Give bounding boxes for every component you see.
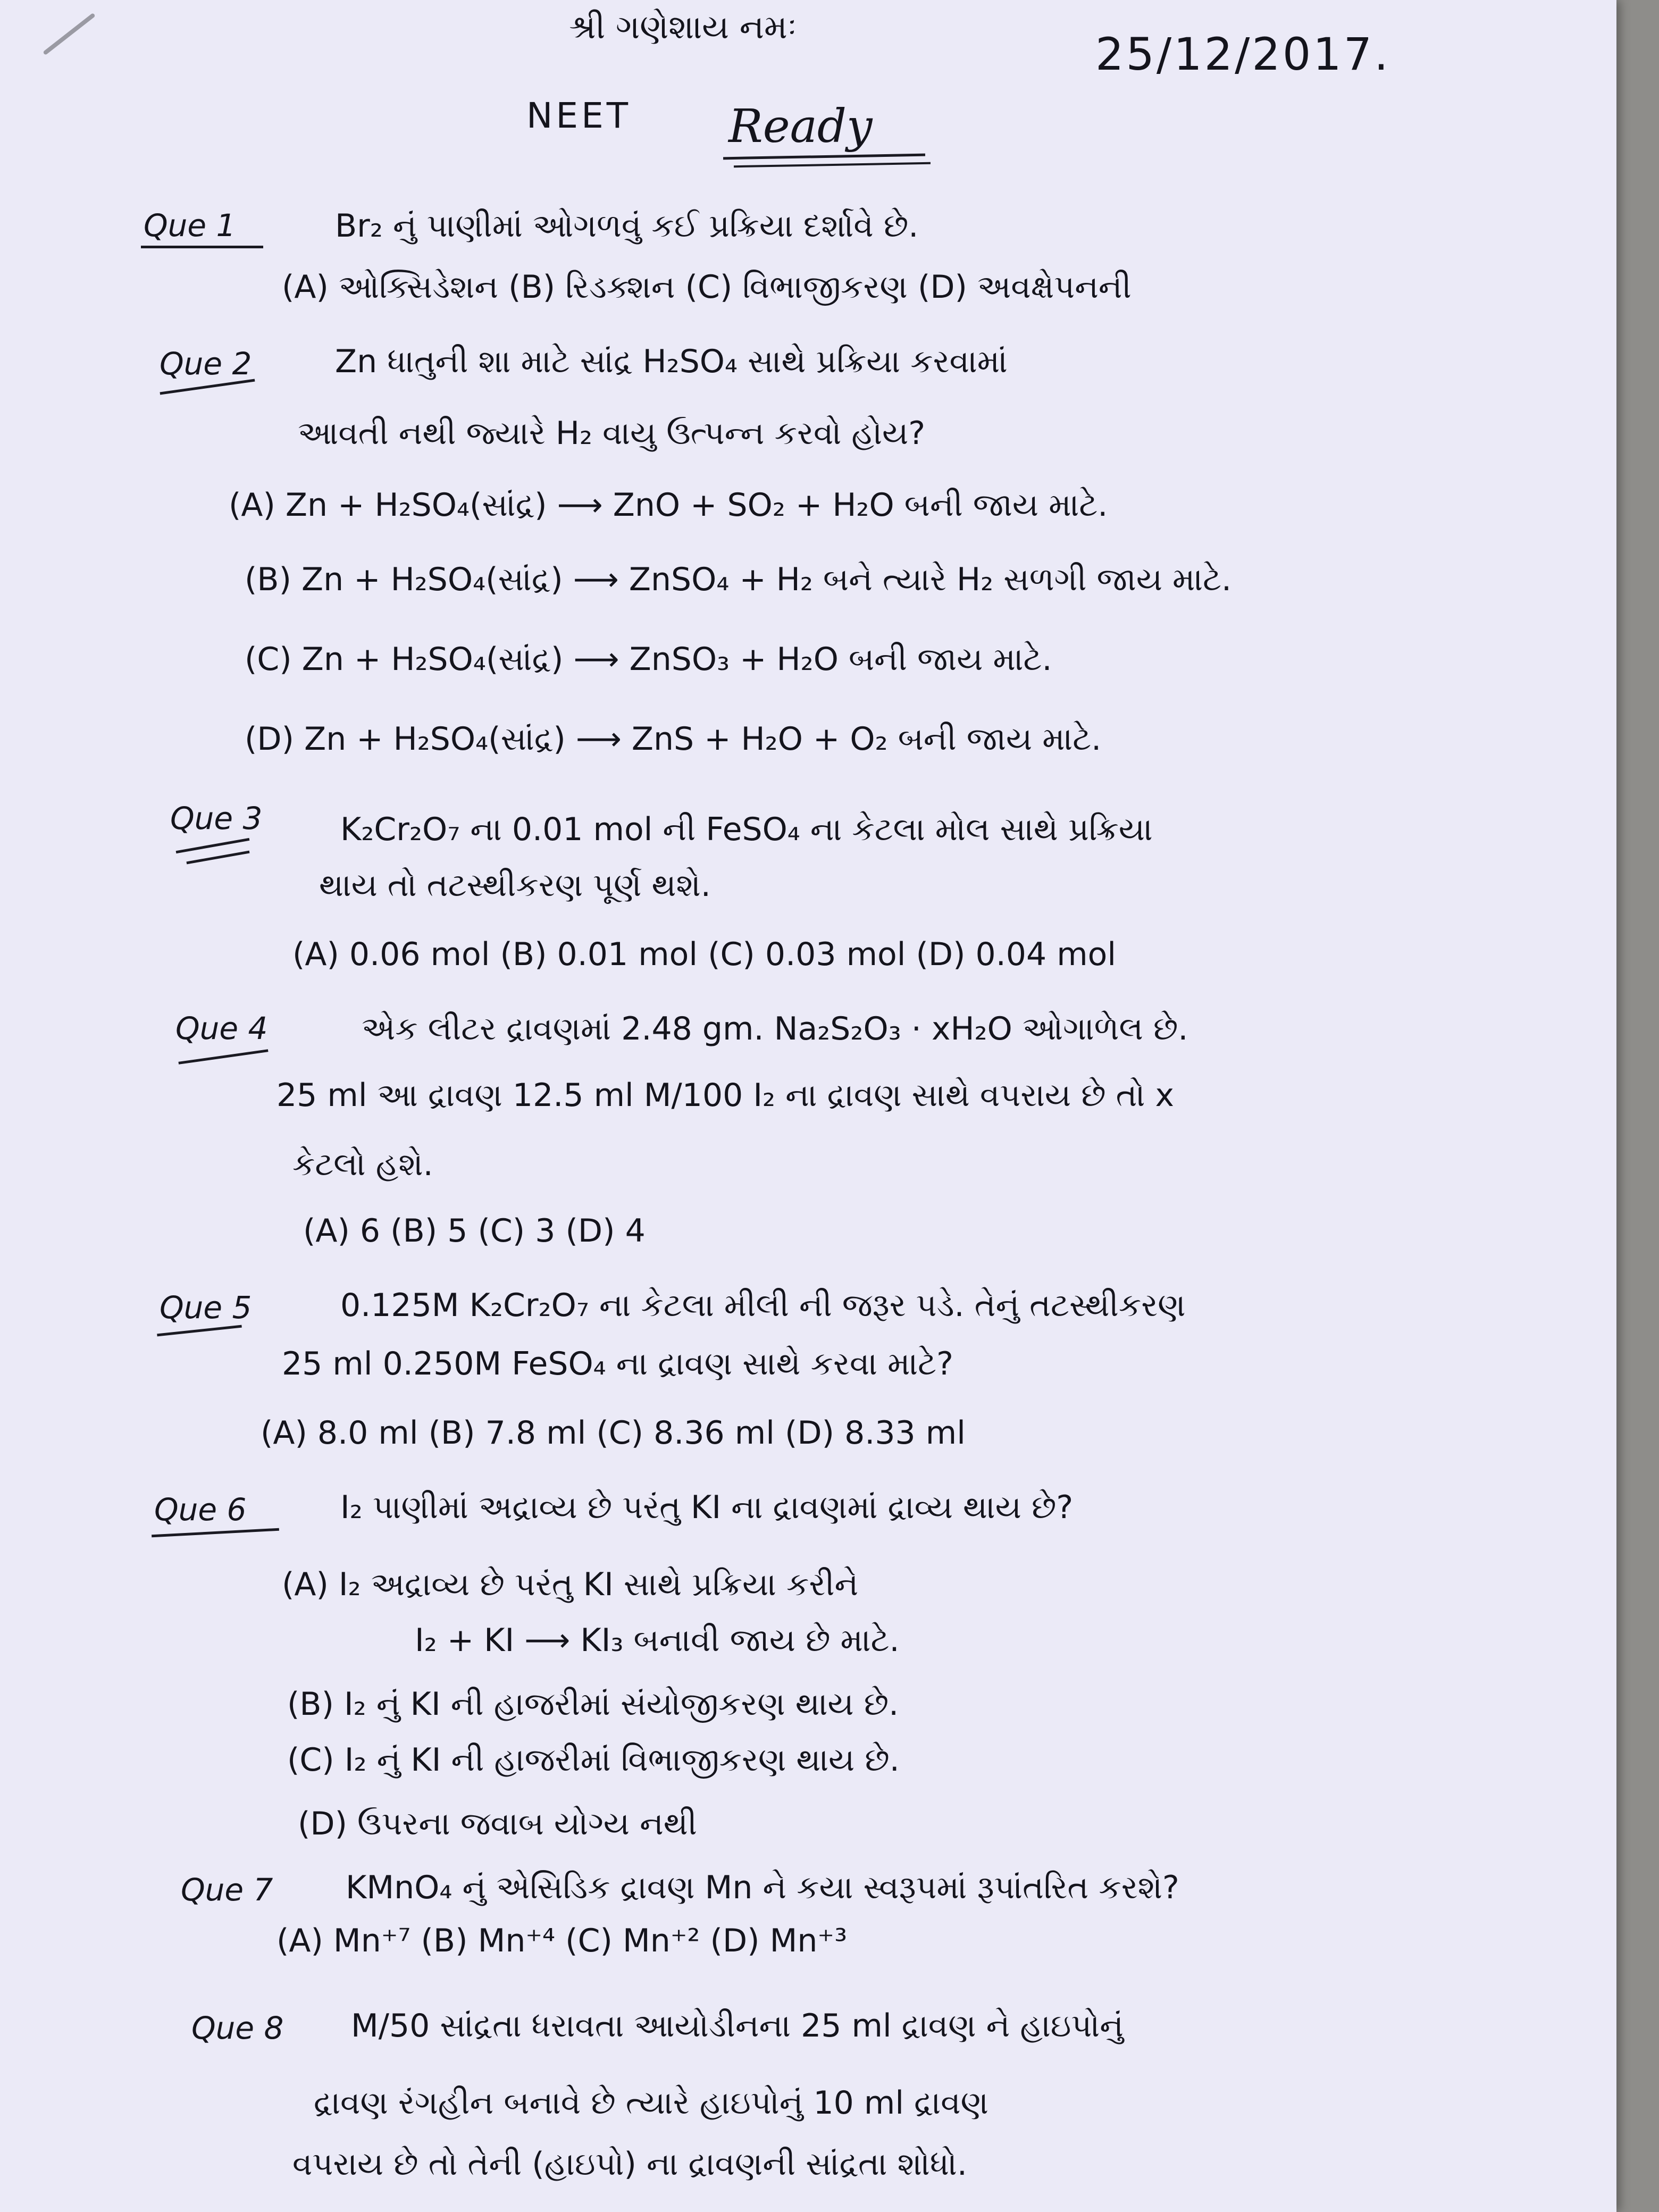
question-3-text: K₂Cr₂O₇ ના 0.01 mol ની FeSO₄ ના કેટલા મોલ સાથે પ્રક્રિયા bbox=[340, 811, 1153, 848]
question-8-text: દ્રાવણ રંગહીન બનાવે છે ત્યારે હાઇપોનું 10 ml દ્રાવણ bbox=[314, 2084, 988, 2122]
question-7-options: (A) Mn⁺⁷ (B) Mn⁺⁴ (C) Mn⁺² (D) Mn⁺³ bbox=[276, 1922, 848, 1959]
exam-title: NEET bbox=[526, 95, 632, 136]
question-3-text: થાય તો તટસ્થીકરણ પૂર્ણ થશે. bbox=[319, 867, 711, 904]
question-8-text: M/50 સાંદ્રતા ધરાવતા આયોડીનના 25 ml દ્રાવણ ને હાઇપોનું bbox=[351, 2007, 1124, 2045]
question-label-underline bbox=[152, 1528, 279, 1538]
date: 25/12/2017. bbox=[1095, 28, 1390, 80]
question-2-option-a: (A) Zn + H₂SO₄(સાંદ્ર) ⟶ ZnO + SO₂ + H₂O બની જાય માટે. bbox=[229, 487, 1108, 524]
ready-title: Ready bbox=[728, 100, 873, 153]
question-2-text: Zn ધાતુની શા માટે સાંદ્ર H₂SO₄ સાથે પ્રક્રિયા કરવામાં bbox=[335, 343, 1008, 380]
invocation-heading: શ્રી ગણેશાય નમઃ bbox=[569, 7, 797, 46]
question-1-label: Que 1 bbox=[144, 207, 236, 244]
question-8-label: Que 8 bbox=[191, 2010, 284, 2046]
question-2-text: આવતી નથી જ્યારે H₂ વાયુ ઉત્પન્ન કરવો હોય? bbox=[298, 415, 926, 452]
question-label-underline bbox=[178, 1049, 268, 1065]
question-3-label: Que 3 bbox=[170, 800, 263, 836]
question-label-underline bbox=[141, 246, 263, 248]
question-8-text: વપરાય છે તો તેની (હાઇપો) ના દ્રાવણની સાંદ્રતા શોધો. bbox=[292, 2146, 967, 2183]
question-6-option-d: (D) ઉપરના જવાબ યોગ્ય નથી bbox=[298, 1805, 697, 1842]
question-1-text: Br₂ નું પાણીમાં ઓગળવું કઈ પ્રક્રિયા દર્શાવે છે. bbox=[335, 207, 919, 245]
question-4-text: એક લીટર દ્રાવણમાં 2.48 gm. Na₂S₂O₃ · xH₂O ઓગાળેલ છે. bbox=[362, 1010, 1188, 1048]
question-6-label: Que 6 bbox=[154, 1492, 247, 1528]
question-4-text: કેટલો હશે. bbox=[292, 1146, 433, 1183]
question-4-options: (A) 6 (B) 5 (C) 3 (D) 4 bbox=[303, 1212, 646, 1250]
question-label-underline bbox=[176, 838, 250, 853]
question-4-text: 25 ml આ દ્રાવણ 12.5 ml M/100 I₂ ના દ્રાવણ સાથે વપરાય છે તો x bbox=[276, 1077, 1175, 1114]
question-7-text: KMnO₄ નું એસિડિક દ્રાવણ Mn ને કયા સ્વરૂપમાં રૂપાંતરિત કરશે? bbox=[346, 1869, 1179, 1906]
question-1-options: (A) ઓક્સિડેશન (B) રિડક્શન (C) વિભાજીકરણ (D) અવક્ષેપનની bbox=[282, 269, 1132, 306]
question-6-option-a: (A) I₂ અદ્રાવ્ય છે પરંતુ KI સાથે પ્રક્રિયા કરીને bbox=[282, 1566, 859, 1603]
title-underline bbox=[734, 162, 931, 167]
question-5-text: 25 ml 0.250M FeSO₄ ના દ્રાવણ સાથે કરવા માટે? bbox=[282, 1345, 953, 1382]
question-4-label: Que 4 bbox=[175, 1010, 268, 1046]
question-3-options: (A) 0.06 mol (B) 0.01 mol (C) 0.03 mol (D) 0.04 mol bbox=[292, 936, 1117, 973]
question-7-label: Que 7 bbox=[181, 1872, 273, 1908]
title-underline bbox=[723, 154, 925, 160]
question-5-options: (A) 8.0 ml (B) 7.8 ml (C) 8.36 ml (D) 8.33 ml bbox=[261, 1414, 966, 1452]
question-label-underline bbox=[157, 1325, 242, 1337]
question-label-underline bbox=[186, 851, 249, 865]
question-2-option-d: (D) Zn + H₂SO₄(સાંદ્ર) ⟶ ZnS + H₂O + O₂ બની જાય માટે. bbox=[245, 720, 1102, 758]
question-6-option-a-cont: I₂ + KI ⟶ KI₃ બનાવી જાય છે માટે. bbox=[415, 1622, 900, 1659]
question-2-option-c: (C) Zn + H₂SO₄(સાંદ્ર) ⟶ ZnSO₃ + H₂O બની જાય માટે. bbox=[245, 641, 1052, 678]
question-2-option-b: (B) Zn + H₂SO₄(સાંદ્ર) ⟶ ZnSO₄ + H₂ બને ત્યારે H₂ સળગી જાય માટે. bbox=[245, 561, 1232, 598]
question-2-label: Que 2 bbox=[160, 346, 252, 382]
question-6-option-b: (B) I₂ નું KI ની હાજરીમાં સંયોજીકરણ થાય છે. bbox=[287, 1686, 899, 1723]
question-5-label: Que 5 bbox=[160, 1289, 252, 1326]
question-6-option-c: (C) I₂ નું KI ની હાજરીમાં વિભાજીકરણ થાય છે. bbox=[287, 1741, 900, 1779]
question-5-text: 0.125M K₂Cr₂O₇ ના કેટલા મીલી ની જરૂર પડે. તેનું તટસ્થીકરણ bbox=[340, 1287, 1186, 1324]
staple-mark bbox=[43, 13, 95, 55]
question-6-text: I₂ પાણીમાં અદ્રાવ્ય છે પરંતુ KI ના દ્રાવણમાં દ્રાવ્ય થાય છે? bbox=[340, 1489, 1074, 1526]
